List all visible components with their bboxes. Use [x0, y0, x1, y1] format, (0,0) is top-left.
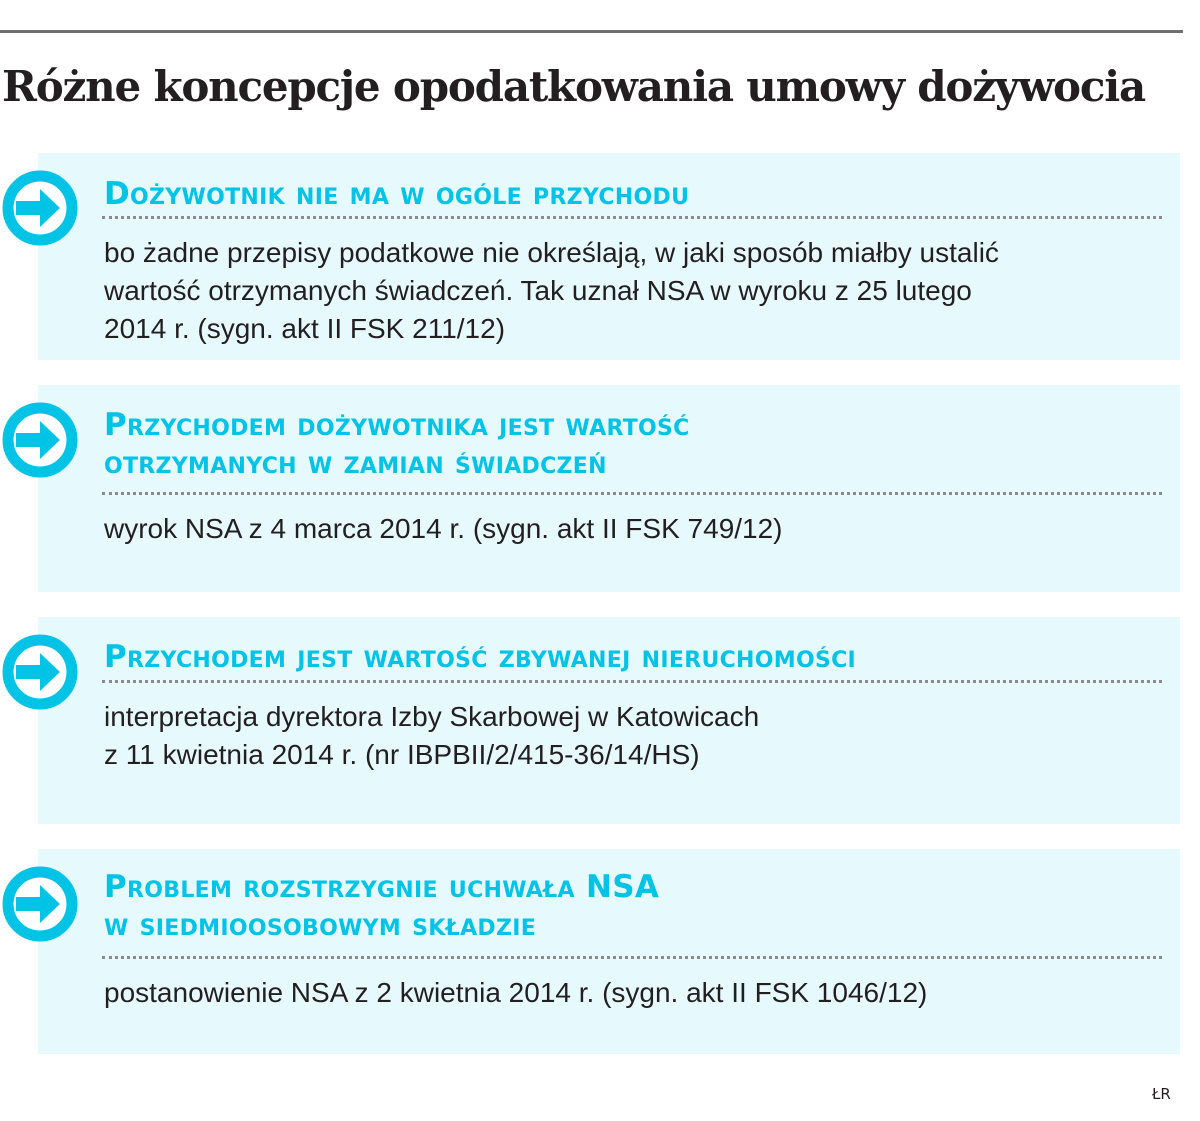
item-heading-3: Przychodem jest wartość zbywanej nieruchomości — [104, 639, 857, 675]
dotted-divider — [102, 956, 1162, 959]
item-heading-2-line2: otrzymanych w zamian świadczeń — [104, 445, 607, 481]
top-rule — [0, 30, 1183, 33]
item-heading-4-line2: w siedmioosobowym składzie — [104, 907, 537, 943]
item-body-3-line2: z 11 kwietnia 2014 r. (nr IBPBII/2/415-36/14/HS) — [104, 739, 700, 770]
item-body-3-line1: interpretacja dyrektora Izby Skarbowej w Katowicach — [104, 701, 760, 732]
dotted-divider — [102, 216, 1162, 219]
arrow-right-circle-icon — [0, 168, 80, 248]
arrow-right-circle-icon — [0, 864, 80, 944]
dotted-divider — [102, 680, 1162, 683]
item-heading-4-line1: Problem rozstrzygnie uchwała NSA — [104, 869, 660, 905]
item-body-2-line1: wyrok NSA z 4 marca 2014 r. (sygn. akt II FSK 749/12) — [104, 513, 783, 544]
item-heading-2-line1: Przychodem dożywotnika jest wartość — [104, 407, 690, 443]
arrow-right-circle-icon — [0, 632, 80, 712]
item-body-4-line1: postanowienie NSA z 2 kwietnia 2014 r. (sygn. akt II FSK 1046/12) — [104, 977, 928, 1008]
item-heading-1: Dożywotnik nie ma w ogóle przychodu — [104, 176, 690, 212]
item-body-1-line2: wartość otrzymanych świadczeń. Tak uznał NSA w wyroku z 25 lutego — [104, 275, 972, 306]
item-body-1-line1: bo żadne przepisy podatkowe nie określają, w jaki sposób miałby ustalić — [104, 237, 999, 268]
author-credit: ŁR — [1152, 1085, 1171, 1103]
infographic-title: Różne koncepcje opodatkowania umowy dożywocia — [2, 62, 1145, 111]
item-body-1-line3: 2014 r. (sygn. akt II FSK 211/12) — [104, 313, 506, 344]
dotted-divider — [102, 492, 1162, 495]
arrow-right-circle-icon — [0, 400, 80, 480]
